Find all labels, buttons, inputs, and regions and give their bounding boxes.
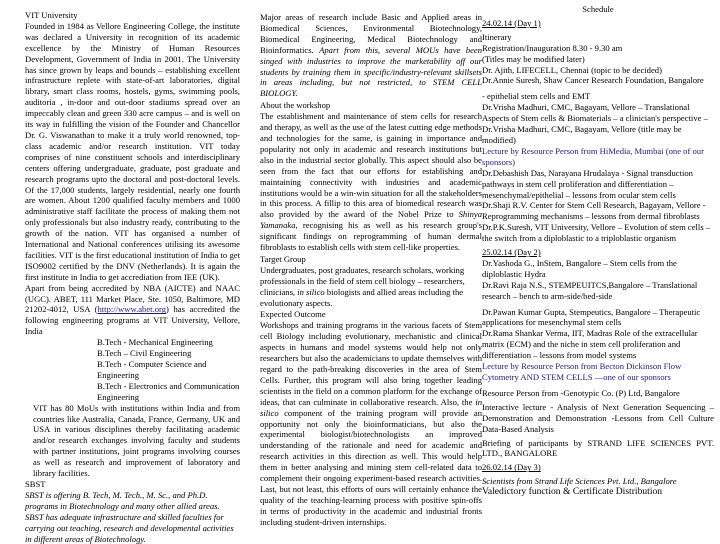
vit-title: VIT University [25, 10, 78, 20]
about-text-1: The establishment and maintenance of stem cells for research and therapy, as well as the use of the latest cutting edge methods and technologies for the same, is gaining in importance and popularity not only in academic and research institutions but also in the industrial sector globally. This aspect should also be seen from the fact that our efforts for establishing and maintaining connectivity with industries and academic institutions would be a win-win situation for all the stakeholders in this process. A fillip to this area of biomedical research was also provided by the award of the Nobel Prize to [260, 111, 482, 220]
right-column [482, 4, 714, 498]
day1-note: (Titles may be modified later) [482, 53, 585, 64]
research-areas-paragraph [260, 12, 482, 99]
research-areas-italic: Apart from this, several MOUs have been singed with industries to improve the marketability off our students by training them in specific/industry-relevant skillsets in areas including, but not restricted, to STEM CELL BIOLOGY. [260, 44, 482, 99]
about-paragraph [260, 111, 482, 253]
schedule-item: Dr.Debashish Das, Narayana Hrudalaya - Signal transduction pathways in stem cell proliferation and differentiation – mesenchymal/epithelial – lessons from ocular stem cells [482, 167, 693, 200]
schedule-item: Dr. Ajith, LIFECELL, Chennai (topic to be decided) [482, 64, 662, 75]
schedule-item: Dr.Rama Shankar Verma, IIT, Madras Role of the extracellular matrix (ECM) and the niche in stem cell proliferation and differentiation – lessons from model systems [482, 328, 698, 361]
schedule-item: Resource Person from -Genotypic Co. (P) Ltd, Bangalore [482, 387, 680, 398]
day3-valedictory: Valedictory function & Certificate Distribution [482, 486, 663, 498]
day2-date: 25.02.14 (Day 2) [482, 247, 541, 258]
day3-scientists: Scientists from Strand Life Sciences Pvt. Ltd., Bangalore [482, 476, 677, 487]
programs-list [25, 337, 240, 402]
mous-paragraph: VIT has 80 MoUs with institutions within India and from countries like Australia, Canada, France, Germany, UK and USA in various disciplines thereby facilitating academic and/or research exchanges involving faculty and students with partner institutions, joint programs involving courses as well as research and improvement of laboratory and library facilities. [33, 402, 240, 479]
outcome-text-1: Workshops and training programs in the various facets of Stem cell Biology including evolutionary, mechanistic and clinical aspects in humans and model systems would help not only researchers but also the academicians to update themselves with regard to the path-breaking discoveries in the area of Stem Cells. Further, this program will also bring together leading scientists in the field on a common platform for the exchange of ideas, that can culminate in collaborative research. Also, the [260, 320, 482, 407]
sbst-title: SBST [25, 478, 46, 489]
about-name: Shinya Yamanaka [260, 209, 482, 231]
schedule-item: Dr.Vrisha Madhuri, CMC, Bagayam, Vellore – Translational Aspects of Stem cells & Biomaterials – a clinician's perspective –Dr.Vrisha Madhuri, CMC, Bagayam, Vellore (title may be modified) [482, 102, 708, 145]
about-text-2: , recognising his as well as his research group's significant findings on reprogramming of human dermal fibroblasts to establish cells with stem cell-like properties. [260, 220, 482, 253]
schedule-item: - epithelial stem cells and EMT [482, 91, 591, 102]
target-text-1: Undergraduates, post graduates, research scholars, working professionals in the field of stem cell biology – researchers, clinicians, [260, 264, 465, 297]
schedule-item: Interactive lecture - Analysis of Next Generation Sequencing – Demonstration and Demonstration -Lessons from Cell Culture Data-Based Analysis [482, 401, 714, 434]
outcome-paragraph [260, 320, 482, 527]
target-paragraph [260, 265, 482, 309]
about-title: About the workshop [260, 100, 331, 111]
schedule-item: Dr.Annie Suresh, Shaw Cancer Research Foundation, Bangalore [482, 75, 704, 86]
outcome-italic: in silico [260, 396, 482, 418]
schedule-item: Dr.Yashoda G., InStem, Bangalore – Stem cells from the diploblastic Hydra [482, 257, 677, 279]
outcome-title: Expected Outcome [260, 309, 326, 320]
program-item: B.Tech – Civil Engineering [97, 348, 192, 359]
accreditation-text-start: Apart from being accredited by NBA (AICTE) and NAAC (UGC). ABET, 111 Market Place, Ste. 1050, Baltimore, MD 21202-4012, USA ( [25, 282, 240, 315]
day1-registration: Registration/Inauguration 8.30 - 9.30 am [482, 42, 623, 53]
sponsor-lecture-bd: Lecture by Resource Person from Becton Dickinson Flow Cytometry AND STEM CELLS —one of our sponsors [482, 361, 682, 382]
middle-column [260, 12, 482, 528]
left-column [25, 10, 240, 544]
abet-link[interactable]: http://www.abet.org [97, 304, 167, 315]
day3-date: 26.02.14 (Day 3) [482, 462, 541, 473]
schedule-title: Schedule [582, 4, 614, 14]
sponsor-lecture-himedia: Lecture by Resource Person from HiMedia, Mumbai (one of our sponsors) [482, 145, 704, 167]
sbst-text: SBST is offering B. Tech, M. Tech., M. Sc., and Ph.D. programs in Biotechnology and many other allied areas. SBST has adequate infrastructure and skilled faculties for carrying out teaching, research and developmental activities in different areas of Biotechnology. [25, 489, 234, 544]
accreditation-paragraph [25, 283, 240, 338]
day1-date: 24.02.14 (Day 1) [482, 17, 541, 28]
day1-itinerary: Itinerary [482, 31, 512, 42]
schedule-item: Dr.Shaji R.V. Center for Stem Cell Research, Bagayam, Vellore - Reprogramming mechanisms – lessons from dermal fibroblasts [482, 200, 706, 222]
accreditation-text-end: ) has accredited the following engineering programs at VIT University, Vellore, India [25, 304, 240, 337]
schedule-item: Briefing of participants by STRAND LIFE SCIENCES PVT. LTD., BANGALORE [482, 437, 714, 459]
target-text-2: biologists and allied areas including the evolutionary aspects. [260, 286, 464, 308]
target-italic: in silico [297, 286, 325, 297]
program-item: B.Tech - Electronics and Communication Engineering [97, 380, 240, 402]
vit-intro: Founded in 1984 as Vellore Engineering College, the institute was declared a University in recognition of its academic excellence by the Ministry of Human Resources Development, Government of India in 2001. The University has since grown by leaps and bounds – establishing excellent infrastructure replete with state-of-art laboratories, digital library, smart class rooms, hostels, gyms, swimming pools, auditoria , in-door and out-door stadiums spread over an impeccably clean and green 330 acre campus – and is well on its way in fulfilling the vision of the Founder and Chancellor Dr. G. Viswanathan to make it a truly world renowned, top-class academic and/or research institution. VIT today comprises of nine constituent schools and interdisciplinary centers offering undergraduate, graduate, post graduate and research programs upto the doctoral and post-doctoral levels. Of the 17,000 students, largely residential, nearly one fourth are women. About 1200 qualified faculty members and 1000 administrative staff facilitate the process of making them not only professionals but also industry ready, contributing to the growth of the nation. VIT has organised a number of International and National conferences utilising its awesome facilities. VIT is the first educational institution of India to get ISO9002 certified by the DNV (Netherlands). It is again the first institute in India to get accrediation from IEE (UK). [25, 20, 240, 282]
schedule-item: Dr.Ravi Raja N.S., STEMPEUITCS,Bangalore – Translational research – bench to arm-side/bed-side [482, 279, 698, 301]
schedule-item: Dr.Pawan Kumar Gupta, Stempeutics, Bangalore – Therapeutic applications for mesenchymal stem cells [482, 306, 701, 328]
research-areas-text: Major areas of research include Basic and Applied areas in Biomedical Sciences, Environmental Biotechnology, Biomedical Engineering, Medical Biotechnology and Bioinformatics. [260, 12, 482, 55]
schedule-item: Dr.P.K.Suresh, VIT University, Vellore – Evolution of stem cells – the switch from a diploblastic to a triploblastic organism [482, 222, 711, 244]
target-title: Target Group [260, 253, 306, 264]
program-item: B.Tech - Computer Science and Engineering [97, 359, 207, 380]
program-item: B.Tech - Mechanical Engineering [97, 337, 213, 348]
outcome-text-2: component of the training program will provide an opportunity not only the bioinformaticians, but also the experimental biologist/biotechnologists an improved understanding of the rationale and need for academic and research activities in this direction as well. This would help them in better analysing and mining stem cell-related data to complement their ongoing experiment-based research activities. Last, but not least, this efforts of ours will certainly enhance the quality of the teaching-learning process with positive spin-offs in terms of productivity in the academic and industrial fronts including student-driven internships. [260, 407, 482, 527]
